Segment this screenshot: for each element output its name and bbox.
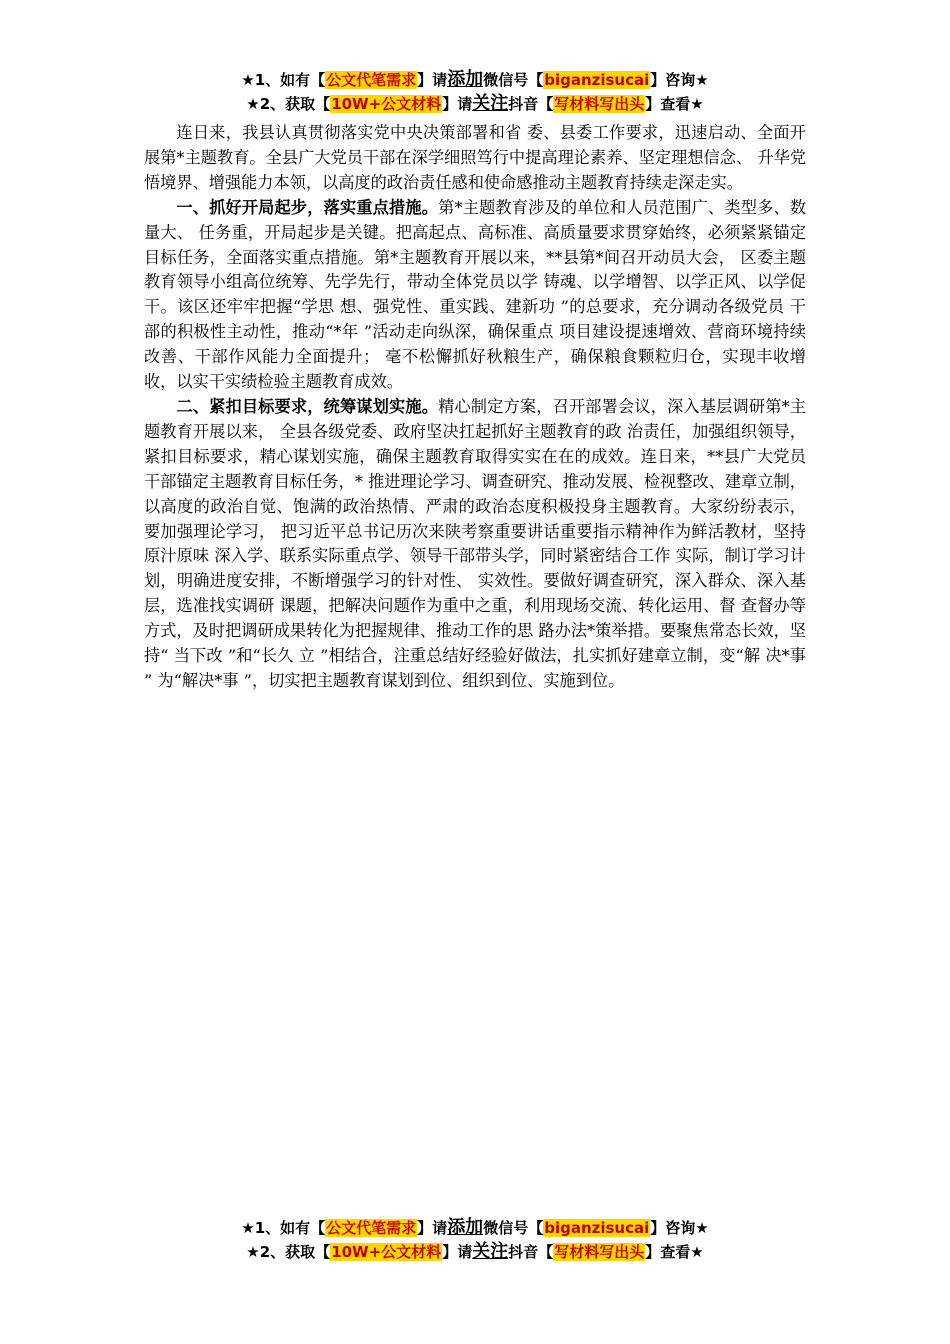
banner-text: 】请 bbox=[417, 71, 448, 89]
banner-text: ★1、如有【 bbox=[241, 1219, 326, 1237]
banner-text: 】请 bbox=[417, 1219, 448, 1237]
highlight-wechat-id: biganzisucai bbox=[544, 71, 650, 89]
banner-text: 】请 bbox=[442, 1243, 473, 1261]
banner-emphasis: 关注 bbox=[472, 93, 509, 114]
banner-emphasis: 添加 bbox=[447, 1217, 484, 1238]
highlight-wechat-id: biganzisucai bbox=[544, 1219, 650, 1237]
header-banner bbox=[0, 68, 950, 116]
highlight-douyin-account: 写材料写出头 bbox=[554, 95, 645, 113]
banner-text: 】请 bbox=[442, 95, 473, 113]
banner-line-1 bbox=[0, 1216, 950, 1240]
banner-line-2 bbox=[0, 1240, 950, 1264]
banner-text: 微信号【 bbox=[483, 1219, 544, 1237]
banner-text: 】咨询★ bbox=[650, 1219, 709, 1237]
highlight-materials: 10W+公文材料 bbox=[331, 95, 442, 113]
section-1-text: 第*主题教育涉及的单位和人员范围广、类型多、数量大、 任务重，开局起步是关键。把高起点、高标准、高质量要求贯穿始终，必须紧紧锚定目标任务，全面落实重点措施。第*主题教育开展以来，**县第*间召开动员大会， 区委主题教育领导小组高位统筹、先学先行，带动全体党员以学 铸魂、以学增智、以学正风、以学促干。该区还牢牢把握“学思 想、强党性、重实践、建新功 ”的总要求，充分调动各级党员 干部的积极性主动性，推动“*年 ”活动走向纵深，确保重点 项目建设提速增效、营商环境持续改善、干部作风能力全面提升； 毫不松懈抓好秋粮生产，确保粮食颗粒归仓，实现丰收增收，以实干实绩检验主题教育成效。 bbox=[144, 197, 807, 392]
banner-text: ★2、获取【 bbox=[246, 1243, 331, 1261]
section-2-text: 精心制定方案，召开部署会议，深入基层调研第*主题教育开展以来， 全县各级党委、政府坚决扛起抓好主题教育的政 治责任，加强组织领导，紧扣目标要求，精心谋划实施，确保主题教育取得实实在在的成效。连日来，**县广大党员干部锚定主题教育目标任务，* 推进理论学习、调查研究、推动发展、检视整改、建章立制，以高度的政治自觉、饱满的政治热情、严肃的政治态度积极投身主题教育。大家纷纷表示，要加强理论学习， 把习近平总书记历次来陕考察重要讲话重要指示精神作为鲜活教材，坚持原汁原味 深入学、联系实际重点学、领导干部带头学，同时紧密结合工作 实际，制订学习计划，明确进度安排，不断增强学习的针对性、 实效性。要做好调查研究，深入群众、深入基层，选准找实调研 课题，把解决问题作为重中之重，利用现场交流、转化运用、督 查督办等方式，及时把调研成果转化为把握规律、推动工作的思 路办法*策举措。要聚焦常态长效，坚持“ 当下改 ”和“长久 立 ”相结合，注重总结好经验好做法，扎实抓好建章立制，变“解 决*事 ” 为“解决*事 ”，切实把主题教育谋划到位、组织到位、实施到位。 bbox=[144, 396, 807, 690]
highlight-douyin-account: 写材料写出头 bbox=[554, 1243, 645, 1261]
banner-text: ★1、如有【 bbox=[241, 71, 326, 89]
banner-text: 抖音【 bbox=[508, 95, 554, 113]
banner-text: 】查看★ bbox=[645, 95, 704, 113]
section-2-heading: 二、紧扣目标要求，统筹谋划实施。 bbox=[176, 396, 439, 416]
highlight-materials: 10W+公文材料 bbox=[331, 1243, 442, 1261]
highlight-service: 公文代笔需求 bbox=[326, 71, 417, 89]
banner-emphasis: 关注 bbox=[472, 1241, 509, 1262]
banner-text: 抖音【 bbox=[508, 1243, 554, 1261]
banner-line-2 bbox=[0, 92, 950, 116]
footer-banner bbox=[0, 1216, 950, 1264]
banner-text: 】查看★ bbox=[645, 1243, 704, 1261]
section-2-paragraph bbox=[144, 395, 806, 694]
banner-text: 】咨询★ bbox=[650, 71, 709, 89]
section-1-heading: 一、抓好开局起步，落实重点措施。 bbox=[176, 197, 439, 217]
article-body bbox=[144, 121, 806, 694]
highlight-service: 公文代笔需求 bbox=[326, 1219, 417, 1237]
banner-line-1 bbox=[0, 68, 950, 92]
banner-text: 微信号【 bbox=[483, 71, 544, 89]
banner-emphasis: 添加 bbox=[447, 69, 484, 90]
section-1-paragraph bbox=[144, 196, 806, 395]
intro-paragraph: 连日来，我县认真贯彻落实党中央决策部署和省 委、县委工作要求，迅速启动、全面开展第*主题教育。全县广大党员干部在深学细照笃行中提高理论素养、坚定理想信念、 升华党悟境界、增强能力本领，以高度的政治责任感和使命感推动主题教育持续走深走实。 bbox=[144, 123, 806, 192]
banner-text: ★2、获取【 bbox=[246, 95, 331, 113]
